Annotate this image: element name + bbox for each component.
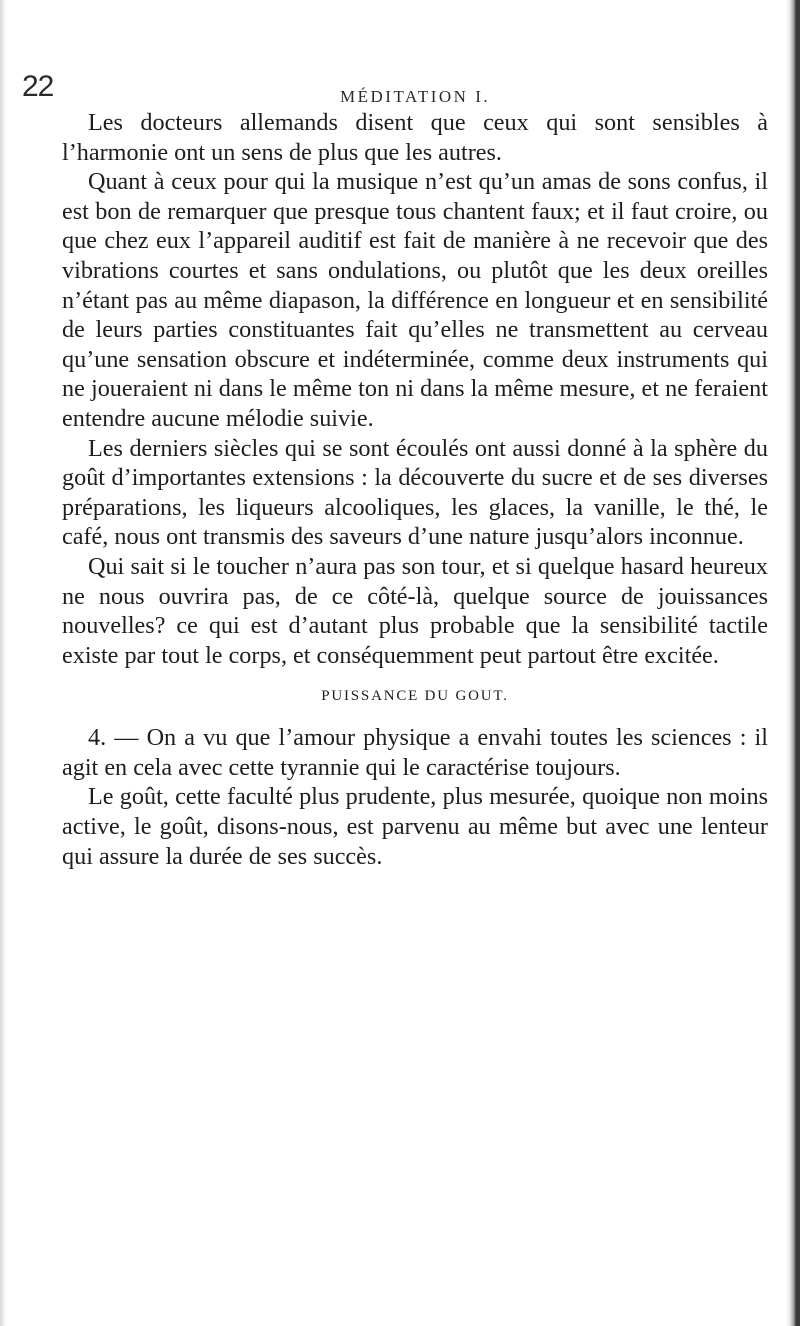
page-number: 22	[22, 70, 54, 103]
running-title: MÉDITATION I.	[340, 87, 491, 106]
scan-edge-left	[0, 0, 6, 1326]
paragraph: Les docteurs allemands disent que ceux qui sont sensibles à l’harmonie ont un sens de plus que les autres.	[62, 109, 768, 166]
book-page	[22, 70, 768, 870]
paragraph: Qui sait si le toucher n’aura pas son tour, et si quelque hasard heureux ne nous ouvrira pas, de ce côté-là, quelque source de jouissances nouvelles? ce qui est d’autant plus probable que la sensibilité tactile existe par tout le corps, et conséquemment peut partout être excitée.	[62, 552, 768, 669]
paragraph: Quant à ceux pour qui la musique n’est qu’un amas de sons confus, il est bon de remarquer que presque tous chantent faux; et il faut croire, ou que chez eux l’appareil auditif est fait de manière à ne recevoir que des vibrations courtes et sans ondulations, ou plutôt que les deux oreilles n’étant pas au même diapason, la différence en longueur et en sensibilité de leurs parties constituantes fait qu’elles ne transmettent au cerveau qu’une sensation obscure et indéterminée, comme deux instruments qui ne joueraient ni dans le même ton ni dans la même mesure, et ne feraient entendre aucune mélodie suivie.	[62, 168, 768, 432]
running-head	[22, 70, 768, 110]
body-text	[62, 108, 768, 871]
paragraph: Le goût, cette faculté plus prudente, plus mesurée, quoique non moins active, le goût, disons-nous, est parvenu au même but avec une lenteur qui assure la durée de ses succès.	[62, 783, 768, 870]
paragraph: 4. — On a vu que l’amour physique a envahi toutes les sciences : il agit en cela avec cette tyrannie qui le caractérise toujours.	[62, 724, 768, 781]
paragraph: Les derniers siècles qui se sont écoulés ont aussi donné à la sphère du goût d’importantes extensions : la découverte du sucre et de ses diverses préparations, les liqueurs alcooliques, les glaces, la vanille, le thé, le café, nous ont transmis des saveurs d’une nature jusqu’alors inconnue.	[62, 434, 768, 551]
section-heading: PUISSANCE DU GOUT.	[321, 688, 509, 705]
scan-edge-right	[786, 0, 800, 1326]
